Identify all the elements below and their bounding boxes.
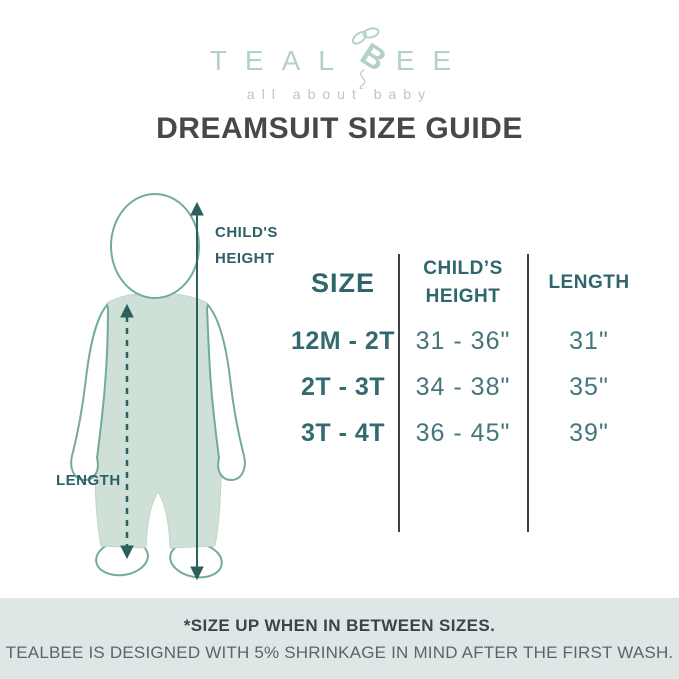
brand-tagline: all about baby: [246, 86, 433, 102]
table-column-divider: [527, 254, 529, 532]
bee-body-letter: B: [354, 35, 393, 79]
size-table: [288, 248, 650, 456]
baby-head: [111, 194, 199, 298]
height-cell: 34 - 38": [415, 372, 511, 401]
footer-shrinkage-note: TEALBEE IS DESIGNED WITH 5% SHRINKAGE IN MIND AFTER THE FIRST WASH.: [5, 643, 674, 662]
height-cell: 31 - 36": [415, 326, 511, 355]
size-cell: 12M - 2T: [290, 326, 396, 355]
column-header-childs-height: [398, 248, 528, 318]
column-header-childs-height-line1: CHILD’S: [423, 258, 503, 280]
size-cell: 3T - 4T: [300, 418, 386, 447]
brand-text-left: TEAL: [209, 45, 352, 76]
height-arrow-label: [215, 220, 278, 273]
footer-sizing-note: *SIZE UP WHEN IN BETWEEN SIZES.: [183, 616, 496, 635]
height-label-line1: CHILD'S: [215, 224, 278, 241]
length-arrow-label: LENGTH: [56, 472, 121, 489]
tealbee-logo: [0, 35, 679, 84]
size-cell: 2T - 3T: [300, 372, 386, 401]
header: [0, 35, 679, 146]
length-cell: 31": [569, 326, 609, 355]
footer-note: [0, 598, 679, 679]
height-cell: 36 - 45": [415, 418, 511, 447]
bee-icon: [346, 25, 396, 89]
length-cell: 39": [569, 418, 609, 447]
length-cell: 35": [569, 372, 609, 401]
table-column-divider: [398, 254, 400, 532]
height-label-line2: HEIGHT: [215, 250, 275, 268]
column-header-childs-height-line2: HEIGHT: [425, 286, 501, 307]
page-title: DREAMSUIT SIZE GUIDE: [156, 112, 523, 145]
column-header-length: LENGTH: [548, 272, 630, 294]
dreamsuit-shape: [95, 293, 222, 548]
brand-text-right: EE: [395, 45, 470, 76]
column-header-size: SIZE: [310, 267, 375, 298]
